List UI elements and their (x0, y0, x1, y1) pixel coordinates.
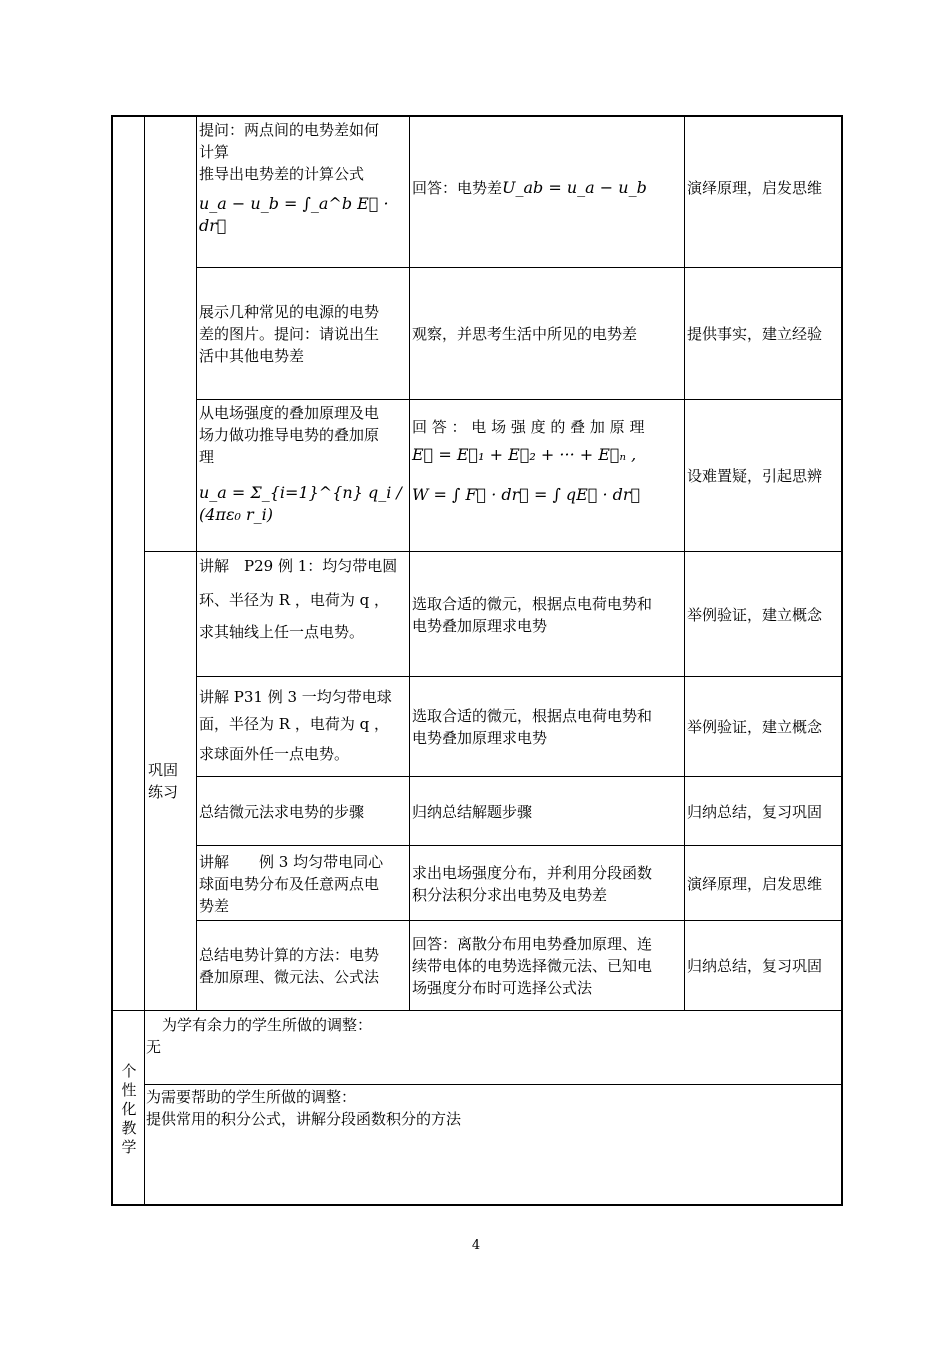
voltage-formula: U_ab = u_a − u_b (502, 178, 647, 197)
purpose-text: 举例验证，建立概念 (687, 605, 823, 624)
section-label-line: 巩固 (148, 761, 179, 779)
teacher-line: 总结微元法求电势的步骤 (199, 802, 365, 821)
purpose-text: 设难置疑，引起思辨 (687, 467, 823, 485)
teacher-activity-3 (199, 402, 407, 550)
purpose-text: 演绎原理，启发思维 (687, 179, 823, 197)
teacher-line: 计算 (199, 143, 230, 161)
student-line: 电势叠加原理求电势 (412, 729, 548, 747)
design-purpose-3 (687, 402, 841, 550)
teacher-line: 势差 (199, 896, 230, 915)
teacher-activity-4 (199, 554, 407, 675)
purpose-text: 归纳总结，复习巩固 (687, 957, 823, 975)
help-heading: 为需要帮助的学生所做的调整： (146, 1088, 357, 1106)
superposition-formula: u_a = Σ_{i=1}^{n} q_i / (4πε₀ r_i) (199, 483, 402, 524)
student-line: 积分法积分求出电势及电势差 (412, 885, 608, 904)
help-content: 提供常用的积分公式，讲解分段函数积分的方法 (146, 1110, 462, 1128)
label-char: 化 (121, 1100, 137, 1118)
personalized-teaching-label (119, 1062, 139, 1157)
design-purpose-2 (687, 269, 841, 399)
student-line: 回答：离散分布用电势叠加原理、连 (412, 935, 653, 953)
page-number: 4 (471, 1238, 481, 1253)
field-superposition-formula: E⃗ = E⃗₁ + E⃗₂ + ··· + E⃗ₙ , (412, 445, 637, 464)
student-activity-6 (412, 779, 682, 844)
teacher-activity-1 (199, 119, 407, 265)
teacher-line: 球面电势分布及任意两点电 (199, 874, 380, 893)
teacher-line: 讲解 例 3 均匀带电同心 (199, 852, 384, 871)
teacher-line: 推导出电势差的计算公式 (199, 165, 365, 183)
label-char: 学 (121, 1138, 137, 1156)
col-divider-2 (196, 117, 197, 1010)
row-divider (196, 676, 841, 677)
teacher-line: 提问：两点间的电势差如何 (199, 121, 380, 139)
teacher-activity-5 (199, 679, 407, 775)
teacher-line: 场力做功推导电势的叠加原 (199, 426, 380, 444)
student-activity-4 (412, 554, 682, 675)
label-char: 性 (121, 1081, 137, 1099)
teacher-line: 求其轴线上任一点电势。 (199, 623, 365, 641)
teacher-line: 从电场强度的叠加原理及电 (199, 404, 380, 422)
label-char: 教 (121, 1119, 137, 1137)
col-divider-3 (409, 117, 410, 1010)
help-students-adjustment (146, 1086, 836, 1130)
student-text: 观察，并思考生活中所见的电势差 (412, 325, 638, 343)
purpose-text: 演绎原理，启发思维 (687, 874, 823, 893)
student-activity-2 (412, 269, 682, 399)
student-answer-prefix: 回 答 ： 电 场 强 度 的 叠 加 原 理 (412, 418, 645, 436)
row-divider (196, 920, 841, 921)
teacher-line: 叠加原理、微元法、公式法 (199, 968, 380, 986)
teacher-activity-7 (199, 848, 407, 919)
col-divider-1 (144, 117, 145, 1204)
purpose-text: 提供事实，建立经验 (687, 325, 823, 343)
row-divider (196, 267, 841, 268)
student-answer-prefix: 回答：电势差 (412, 179, 503, 197)
advanced-students-adjustment (146, 1014, 836, 1058)
section-label-consolidation (148, 759, 178, 803)
design-purpose-4 (687, 554, 841, 675)
teacher-line: 活中其他电势差 (199, 347, 305, 365)
student-line: 选取合适的微元，根据点电荷电势和 (412, 707, 653, 725)
teacher-activity-8 (199, 923, 407, 1009)
section-label-line: 练习 (148, 783, 179, 801)
design-purpose-8 (687, 923, 841, 1009)
student-activity-3 (412, 402, 682, 550)
row-divider (196, 776, 841, 777)
potential-difference-formula: u_a − u_b = ∫_a^b E⃗ · dr⃗ (199, 194, 389, 235)
teacher-line: 讲解 P29 例 1：均匀带电圆 (199, 557, 398, 575)
student-activity-5 (412, 679, 682, 775)
advanced-content: 无 (146, 1038, 162, 1056)
row-divider (196, 399, 841, 400)
student-line: 场强度分布时可选择公式法 (412, 979, 593, 997)
advanced-heading: 为学有余力的学生所做的调整： (162, 1016, 373, 1034)
design-purpose-5 (687, 679, 841, 775)
teacher-activity-6 (199, 779, 407, 844)
label-char: 个 (121, 1062, 137, 1080)
student-line: 归纳总结解题步骤 (412, 802, 533, 821)
teacher-line: 讲解 P31 例 3 一均匀带电球 (199, 688, 392, 706)
row-divider (196, 845, 841, 846)
purpose-text: 举例验证，建立概念 (687, 718, 823, 736)
student-activity-7 (412, 848, 682, 919)
design-purpose-7 (687, 848, 841, 919)
teacher-activity-2 (199, 269, 407, 399)
row-divider (144, 551, 841, 552)
row-divider (113, 1010, 841, 1011)
work-formula: W = ∫ F⃗ · dr⃗ = ∫ qE⃗ · dr⃗ (412, 485, 641, 504)
lesson-plan-table (111, 115, 843, 1206)
col-divider-4 (684, 117, 685, 1010)
student-activity-1 (412, 119, 682, 265)
teacher-line: 环、半径为 R ，电荷为 q ， (199, 591, 389, 609)
teacher-line: 总结电势计算的方法：电势 (199, 946, 380, 964)
teacher-line: 差的图片。提问：请说出生 (199, 325, 380, 343)
teacher-line: 面，半径为 R ，电荷为 q ， (199, 715, 389, 733)
design-purpose-1 (687, 119, 841, 265)
student-line: 求出电场强度分布，并利用分段函数 (412, 863, 653, 882)
teacher-line: 展示几种常见的电源的电势 (199, 303, 380, 321)
design-purpose-6 (687, 779, 841, 844)
purpose-text: 归纳总结，复习巩固 (687, 802, 823, 821)
teacher-line: 求球面外任一点电势。 (199, 745, 350, 763)
student-line: 选取合适的微元，根据点电荷电势和 (412, 594, 653, 613)
student-activity-8 (412, 923, 682, 1009)
teacher-line: 理 (199, 448, 215, 466)
row-divider (144, 1084, 841, 1085)
student-line: 电势叠加原理求电势 (412, 616, 548, 635)
student-line: 续带电体的电势选择微元法、已知电 (412, 957, 653, 975)
